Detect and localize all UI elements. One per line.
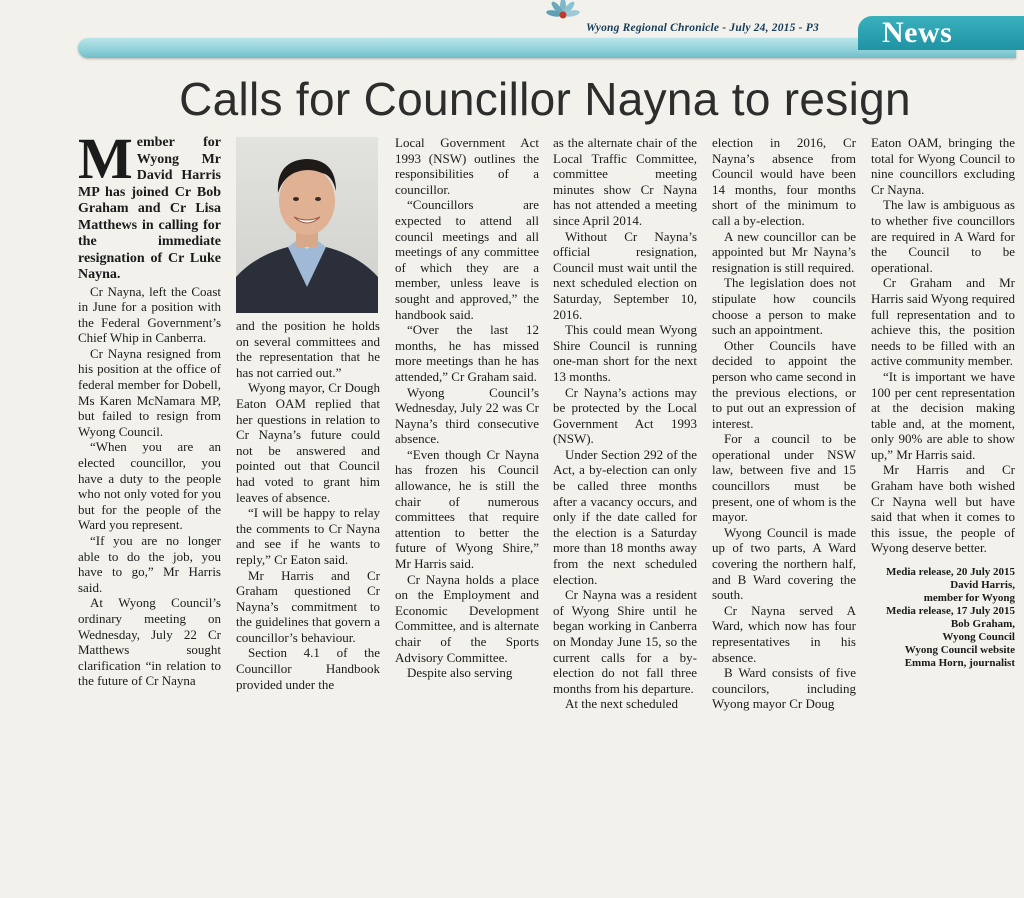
paragraph: Without Cr Nayna’s official resignation, Council must wait until the next scheduled election on Saturday, September 10, 2016. xyxy=(553,228,697,322)
article-headline: Calls for Councillor Nayna to resign xyxy=(179,73,911,125)
paragraph: “Even though Cr Nayna has frozen his Council allowance, he is still the chair of numerous committees that require attention to better the future of Wyong Shire,” Mr Harris said. xyxy=(395,446,539,572)
paragraph: Wyong Council’s Wednesday, July 22 was Cr Nayna’s third consecutive absence. xyxy=(395,384,539,447)
paragraph: “It is important we have 100 per cent representation at the decision making table and, at the moment, only 90% are able to show up,” Mr Harris said. xyxy=(871,368,1015,462)
article-column-4 xyxy=(553,135,697,715)
paragraph: Cr Nayna holds a place on the Employment and Economic Development Committee, and is alternate chair of the Sports Advisory Committee. xyxy=(395,571,539,665)
paragraph: For a council to be operational under NSW law, between five and 15 councillors must be present, one of whom is the mayor. xyxy=(712,431,856,525)
paragraph: Cr Nayna was a resident of Wyong Shire until he began working in Canberra on Monday June 15, so the current calls for a by-election do not fall three months from his departure. xyxy=(553,587,697,696)
paragraph: “I will be happy to relay the comments to Cr Nayna and see if he wants to reply,” Cr Eaton said. xyxy=(236,505,380,567)
councillor-photo xyxy=(236,137,378,313)
article-column-2 xyxy=(236,318,380,898)
paragraph: “Over the last 12 months, he has missed more meetings than he has attended,” Cr Graham said. xyxy=(395,322,539,384)
credit-line: Wyong Council xyxy=(942,631,1015,644)
paragraph: The legislation does not stipulate how councils choose a person to make such an appointment. xyxy=(712,275,856,338)
paragraph: Under Section 292 of the Act, a by-election can only be called three months after a vacancy occurs, and only if the date called for the election is a Saturday more than 18 months away from the next scheduled election. xyxy=(553,446,697,587)
article-column-3 xyxy=(395,135,539,715)
paragraph: Mr Harris and Cr Graham questioned Cr Nayna’s commitment to the guidelines that govern a councillor’s behaviour. xyxy=(236,567,380,645)
paragraph: Despite also serving xyxy=(407,665,513,681)
paragraph: Wyong mayor, Cr Dough Eaton OAM replied that her questions in relation to Cr Nayna’s future could not be answered and pointed out that Council had voted to grant him leaves of absence. xyxy=(236,380,380,505)
flower-logo-icon xyxy=(540,0,586,30)
article-column-1 xyxy=(78,135,221,715)
section-tab xyxy=(858,16,1024,50)
paragraph: Mr Harris and Cr Graham have both wished Cr Nayna well but have said that when it comes to this issue, the people of Wyong deserve better. xyxy=(871,462,1015,556)
portrait-image xyxy=(236,137,378,313)
dropcap: M xyxy=(78,135,133,191)
article-credits xyxy=(871,566,1015,670)
paragraph: The law is ambiguous as to whether five councillors are required in A Ward for the Council to be operational. xyxy=(871,197,1015,275)
section-tab-label: News xyxy=(882,16,953,49)
paragraph: Other Councils have decided to appoint the person who came second in the previous elections, or to put out an expression of interest. xyxy=(712,337,856,431)
masthead-dateline: Wyong Regional Chronicle - July 24, 2015 - P3 xyxy=(586,22,819,34)
credit-line: member for Wyong xyxy=(923,592,1015,605)
article-column-5 xyxy=(712,135,856,715)
paragraph: Wyong Council is made up of two parts, A Ward covering the northern half, and B Ward covering the south. xyxy=(712,524,856,603)
credit-line: Media release, 20 July 2015 xyxy=(885,566,1015,579)
paragraph: Eaton OAM, bringing the total for Wyong Council to nine councillors excluding Cr Nayna. xyxy=(871,135,1015,197)
paragraph: B Ward consists of five councilors, including Wyong mayor Cr Doug xyxy=(712,665,856,712)
lede-text: ember for Wyong Mr David Harris MP has joined Cr Bob Graham and Cr Lisa Matthews in calling for the immediate resignation of Cr Luke Nayna. xyxy=(78,135,221,282)
paragraph: Cr Nayna’s actions may be protected by the Local Government Act 1993 (NSW). xyxy=(553,384,697,447)
article-lede xyxy=(78,135,221,284)
credit-line: Wyong Council website xyxy=(904,644,1015,657)
paragraph: Cr Nayna, left the Coast in June for a position with the Federal Government’s Chief Whip in Canberra. xyxy=(78,283,221,346)
paragraph: “When you are an elected councillor, you have a duty to the people who not only voted for you but for the people of the Ward you represent. xyxy=(78,439,221,533)
credit-line: Emma Horn, journalist xyxy=(904,657,1015,670)
credit-line: David Harris, xyxy=(950,579,1015,592)
paragraph: Local Government Act 1993 (NSW) outlines the responsibilities of a councillor. xyxy=(395,135,539,197)
paragraph: as the alternate chair of the Local Traffic Committee, committee meeting minutes show Cr Nayna has not attended a meeting since April 2014. xyxy=(553,135,697,228)
paragraph: Cr Nayna resigned from his position at the office of federal member for Dobell, Ms Karen McNamara MP, but failed to resign from Wyong Council. xyxy=(78,345,221,439)
paragraph: “If you are no longer able to do the job, you have to go,” Mr Harris said. xyxy=(78,533,221,595)
credit-line: Bob Graham, xyxy=(950,618,1015,631)
article-column-6 xyxy=(871,135,1015,715)
paragraph: and the position he holds on several committees and the representation that he has not carried out.” xyxy=(236,318,380,380)
paragraph: This could mean Wyong Shire Council is running one-man short for the next 13 months. xyxy=(553,322,697,384)
paragraph: Section 4.1 of the Councillor Handbook provided under the xyxy=(236,645,380,692)
paragraph: Cr Graham and Mr Harris said Wyong required full representation and to achieve this, the position needs to be filled with an active community member. xyxy=(871,275,1015,369)
paragraph: At the next scheduled xyxy=(565,696,678,712)
paragraph: “Councillors are expected to attend all council meetings and all meetings of any committee of which they are a member, unless leave is sought and approved,” the handbook said. xyxy=(395,197,539,322)
credit-line: Media release, 17 July 2015 xyxy=(885,605,1015,618)
paragraph: A new councillor can be appointed but Mr Nayna’s resignation is still required. xyxy=(712,228,856,275)
paragraph: Cr Nayna served A Ward, which now has four representatives in his absence. xyxy=(712,602,856,665)
paragraph: At Wyong Council’s ordinary meeting on Wednesday, July 22 Cr Matthews sought clarification “in relation to the future of Cr Nayna xyxy=(78,595,221,689)
paragraph: election in 2016, Cr Nayna’s absence from Council would have been 14 months, four months short of the minimum to call a by-election. xyxy=(712,135,856,228)
